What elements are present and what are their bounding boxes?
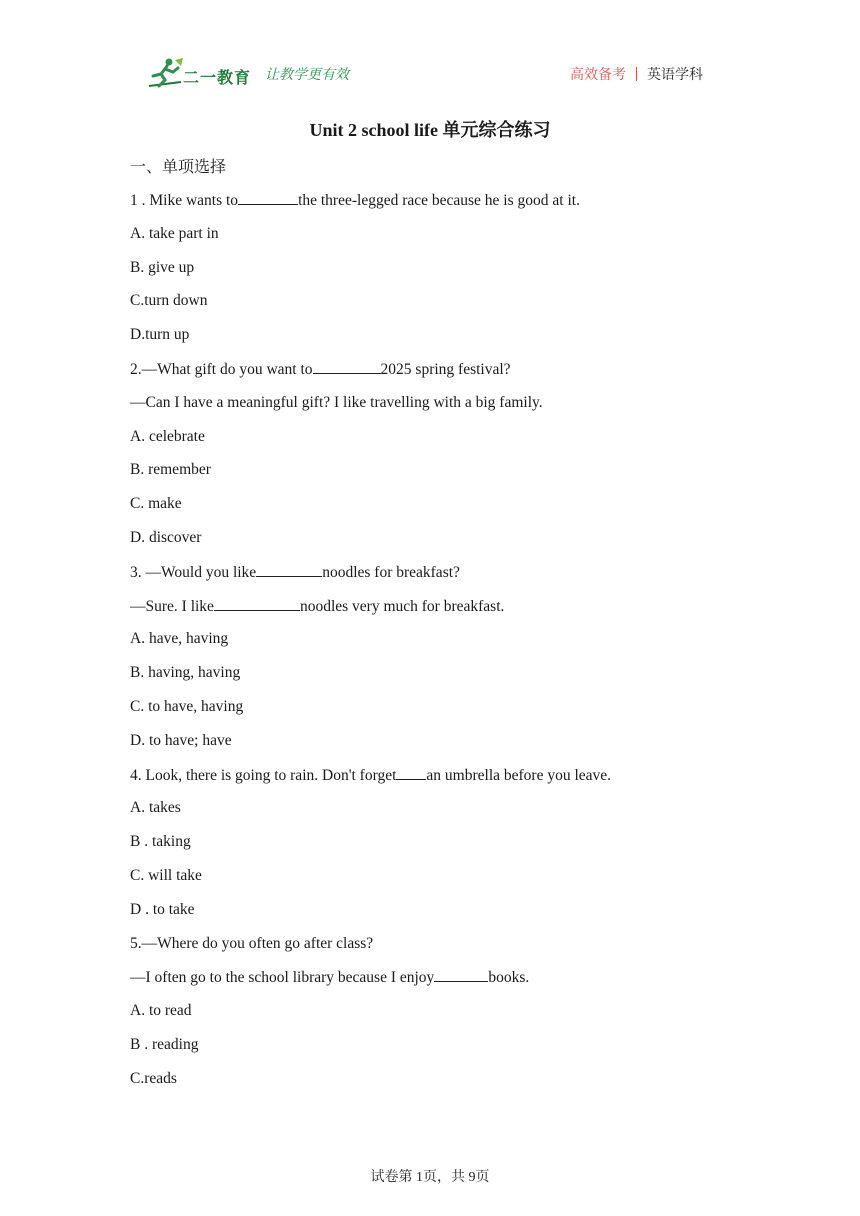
answer-blank: [313, 359, 381, 374]
question-3: [130, 562, 750, 596]
option-b: B. having, having: [130, 664, 241, 682]
option-d: D. discover: [130, 528, 202, 546]
question-5-line2: [130, 967, 750, 1001]
question-1-pre: 1 . Mike wants to: [130, 192, 239, 209]
option-b: B. remember: [130, 461, 211, 479]
question-2-post: 2025 spring festival?: [380, 360, 511, 378]
question-2-pre: 2.—What gift do you want to: [130, 360, 313, 378]
option-a: A. take part in: [130, 224, 219, 242]
tag-subject: 英语学科: [647, 67, 703, 83]
answer-blank: [396, 765, 426, 780]
option-c: C.turn down: [130, 292, 208, 310]
option-a: A. takes: [130, 799, 181, 817]
option-c: C. make: [130, 495, 182, 513]
tag-divider: [636, 67, 637, 81]
question-2-line2: —Can I have a meaningful gift? I like travelling with a big family.: [130, 393, 543, 411]
question-4: [130, 765, 750, 799]
header-tags: [570, 64, 703, 84]
option-b: B . taking: [130, 833, 191, 851]
option-c: C.reads: [130, 1069, 177, 1087]
option-c: C. to have, having: [130, 697, 244, 715]
option-b: B . reading: [130, 1035, 199, 1053]
option-b: B. give up: [130, 258, 195, 276]
option-d: D. to have; have: [130, 731, 232, 749]
question-4-pre: 4. Look, there is going to rain. Don't forget: [130, 766, 397, 784]
question-1-post: the three-legged race because he is good at it.: [298, 192, 580, 209]
question-3-line2-pre: —Sure. I like: [130, 597, 214, 615]
option-d: D.turn up: [130, 326, 190, 344]
question-5-pre: —I often go to the school library because I enjoy: [130, 969, 435, 987]
logo: [145, 56, 265, 92]
page-footer: 试卷第 1页，共 9页: [370, 1170, 490, 1185]
runner-logo-icon: [145, 56, 185, 92]
question-5-post: books.: [488, 969, 530, 987]
answer-blank: [256, 562, 322, 577]
question-4-post: an umbrella before you leave.: [426, 766, 612, 784]
option-a: A. have, having: [130, 630, 229, 648]
slogan: 让教学更有效: [265, 67, 349, 83]
question-5: 5.—Where do you often go after class?: [130, 934, 374, 952]
question-list: [130, 190, 750, 1103]
answer-blank: [238, 190, 298, 205]
answer-blank: [214, 596, 300, 611]
section-heading: 一、单项选择: [130, 157, 227, 176]
option-a: A. to read: [130, 1002, 192, 1020]
option-a: A. celebrate: [130, 427, 205, 445]
question-3-line2: [130, 596, 750, 630]
question-1: [130, 190, 750, 224]
option-d: D . to take: [130, 900, 195, 918]
question-3-post: noodles for breakfast?: [322, 563, 460, 581]
question-2: [130, 359, 750, 393]
question-3-line2-post: noodles very much for breakfast.: [299, 597, 505, 615]
page-header: [145, 56, 715, 92]
answer-blank: [434, 967, 488, 982]
tag-exam-prep: 高效备考: [570, 67, 626, 83]
question-3-pre: 3. —Would you like: [130, 563, 257, 581]
option-c: C. will take: [130, 866, 202, 884]
page-title: Unit 2 school life 单元综合练习: [309, 120, 551, 140]
logo-text: 二一教育: [183, 68, 252, 87]
